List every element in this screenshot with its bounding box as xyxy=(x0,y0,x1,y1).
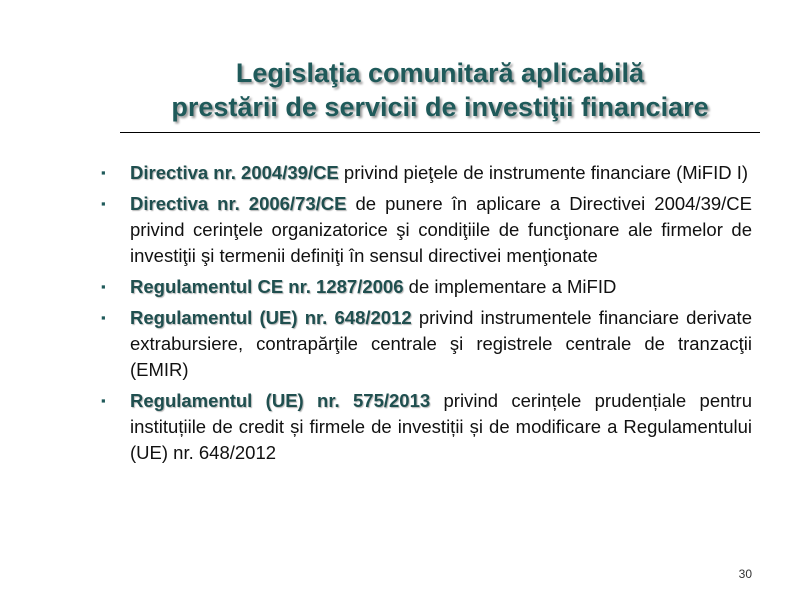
item-lead: Directiva nr. 2004/39/CE xyxy=(130,162,339,183)
item-lead: Regulamentul (UE) nr. 575/2013 xyxy=(130,390,431,411)
list-item-regulation-575-2013 xyxy=(100,388,752,466)
bullet-icon: ▪ xyxy=(101,279,106,294)
slide-title-line-1: Legislaţia comunitară aplicabilă xyxy=(235,58,645,88)
item-lead: Regulamentul CE nr. 1287/2006 xyxy=(130,276,404,297)
list-item-directive-2004-39 xyxy=(100,160,752,186)
item-text: privind cerințele prudențiale pentru instituțiile de credit și firmele de investiții și de modificare a Regulamentului (UE) nr. 648/2012 xyxy=(130,390,752,463)
bullet-icon: ▪ xyxy=(101,165,106,180)
bullet-icon: ▪ xyxy=(101,393,106,408)
slide-title-line-2: prestării de servicii de investiţii financiare xyxy=(171,92,709,122)
item-text: de punere în aplicare a Directivei 2004/39/CE privind cerinţele organizatorice şi condiţiile de funcţionare ale firmelor de investiţii şi termenii definiţi în sensul directivei menţionate xyxy=(130,193,752,266)
list-item-directive-2006-73 xyxy=(100,191,752,269)
item-lead: Directiva nr. 2006/73/CE xyxy=(130,193,347,214)
item-lead: Regulamentul (UE) nr. 648/2012 xyxy=(130,307,412,328)
legislation-list xyxy=(100,160,752,471)
page-number: 30 xyxy=(738,567,752,581)
bullet-icon: ▪ xyxy=(101,196,106,211)
bullet-icon: ▪ xyxy=(101,310,106,325)
item-text: privind pieţele de instrumente financiare (MiFID I) xyxy=(338,162,749,183)
item-text: de implementare a MiFID xyxy=(403,276,617,297)
slide-title xyxy=(120,56,760,124)
list-item-regulation-1287-2006 xyxy=(100,274,752,300)
list-item-regulation-648-2012 xyxy=(100,305,752,383)
item-text: privind instrumentele financiare derivate extrabursiere, contrapărţile centrale şi registrele centrale de tranzacţii (EMIR) xyxy=(130,307,752,380)
title-divider xyxy=(120,132,760,133)
